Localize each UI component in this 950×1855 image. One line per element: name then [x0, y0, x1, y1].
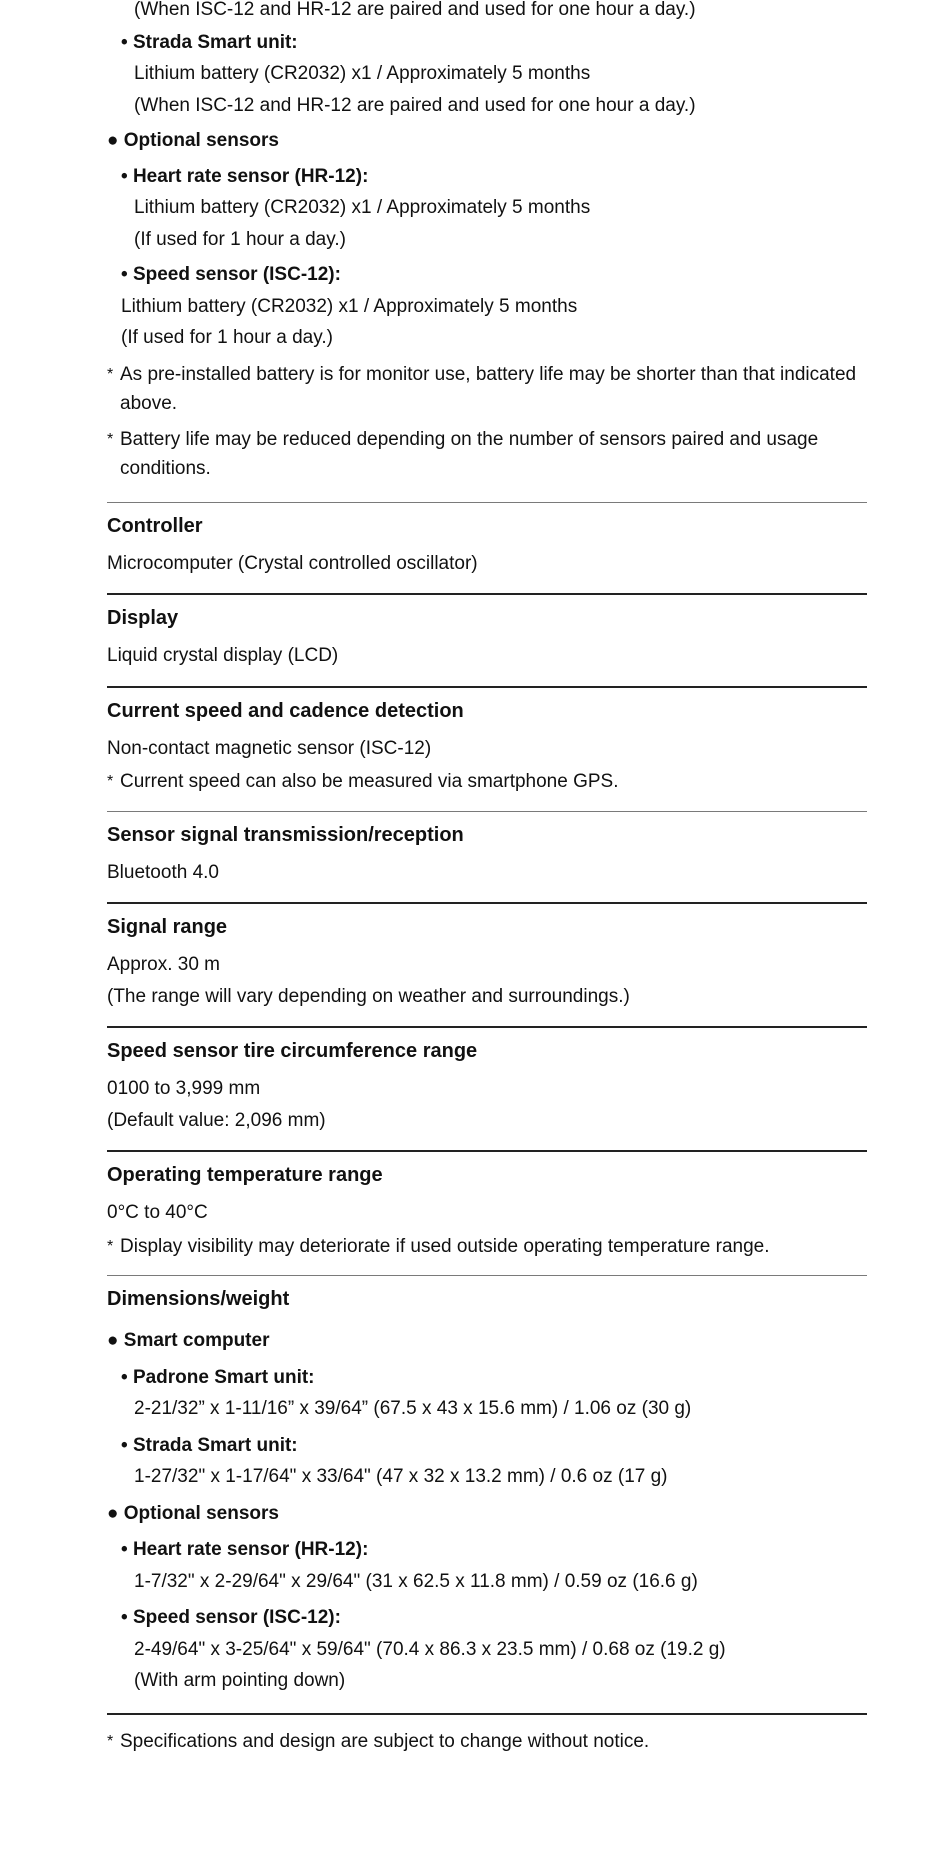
- text-line: (If used for 1 hour a day.): [134, 228, 346, 250]
- footnote: [107, 360, 867, 419]
- footnote-text: Current speed can also be measured via smartphone GPS.: [120, 771, 619, 792]
- bullet-item-optional: [107, 125, 867, 157]
- asterisk: *: [107, 773, 114, 790]
- bullet-item-strada: [107, 27, 867, 59]
- footnote: [107, 767, 867, 797]
- section-value: Microcomputer (Crystal controlled oscillator): [107, 552, 478, 574]
- section-value: Approx. 30 m: [107, 954, 220, 975]
- bullet-glyph: •: [121, 1434, 128, 1456]
- bullet-glyph: ●: [107, 130, 119, 151]
- section-value: Non-contact magnetic sensor (ISC-12): [107, 737, 432, 759]
- text-line: Lithium battery (CR2032) x1 / Approximately 5 months: [134, 63, 591, 84]
- footnote-text: Specifications and design are subject to change without notice.: [120, 1730, 650, 1752]
- section-value: Liquid crystal display (LCD): [107, 645, 339, 666]
- section-value: 0°C to 40°C: [107, 1202, 208, 1223]
- item-label: Heart rate sensor (HR-12):: [132, 165, 369, 187]
- item-label: Optional sensors: [123, 1502, 279, 1524]
- section-speed-cadence: [107, 688, 867, 811]
- bullet-item-smart: [107, 1325, 867, 1357]
- spec-page: [107, 0, 867, 1756]
- footnote: [107, 425, 867, 484]
- text-line: 2-49/64" x 3-25/64" x 59/64" (70.4 x 86.3 x 23.5 mm) / 0.68 oz (19.2 g): [134, 1638, 726, 1660]
- footnote: [107, 1232, 867, 1262]
- section-title: Signal range: [107, 916, 228, 938]
- item-label: Strada Smart unit:: [132, 31, 298, 53]
- footnote-text: Battery life may be reduced depending on the number of sensors paired and usage conditions.: [120, 428, 819, 479]
- asterisk: *: [107, 365, 114, 383]
- section-transmission: [107, 812, 867, 903]
- text-line: (When ISC-12 and HR-12 are paired and used for one hour a day.): [134, 94, 696, 116]
- section-value: (Default value: 2,096 mm): [107, 1109, 326, 1131]
- item-label: Speed sensor (ISC-12):: [132, 1607, 341, 1628]
- section-controller: [107, 503, 867, 594]
- item-label: Padrone Smart unit:: [132, 1366, 315, 1388]
- section-title: Sensor signal transmission/reception: [107, 823, 464, 846]
- bullet-glyph: ●: [107, 1330, 119, 1351]
- bullet-item-hr: [107, 1534, 867, 1566]
- battery-block: [107, 0, 867, 484]
- text-line: 1-27/32" x 1-17/64" x 33/64" (47 x 32 x 13.2 mm) / 0.6 oz (17 g): [134, 1466, 668, 1487]
- text-line: 1-7/32" x 2-29/64" x 29/64" (31 x 62.5 x 11.8 mm) / 0.59 oz (16.6 g): [134, 1570, 698, 1592]
- bullet-glyph: •: [121, 165, 128, 187]
- section-title: Operating temperature range: [107, 1164, 383, 1186]
- section-signal-range: [107, 904, 867, 1026]
- bullet-glyph: ●: [107, 1502, 119, 1524]
- bullet-item-optional: [107, 1498, 867, 1530]
- bullet-item-speed: [107, 259, 867, 291]
- divider: [107, 1713, 867, 1715]
- item-label: Smart computer: [123, 1330, 270, 1351]
- section-value: 0100 to 3,999 mm: [107, 1078, 261, 1099]
- text-line: 2-21/32” x 1-11/16” x 39/64” (67.5 x 43 x 15.6 mm) / 1.06 oz (30 g): [134, 1398, 692, 1419]
- asterisk: *: [107, 1732, 114, 1750]
- text-line: (When ISC-12 and HR-12 are paired and used for one hour a day.): [134, 0, 696, 20]
- item-label: Speed sensor (ISC-12):: [132, 264, 341, 285]
- section-title: Dimensions/weight: [107, 1288, 290, 1310]
- section-value: Bluetooth 4.0: [107, 861, 219, 883]
- section-temperature: [107, 1152, 867, 1275]
- text-line: Lithium battery (CR2032) x1 / Approximately 5 months: [121, 295, 578, 317]
- section-value: (The range will vary depending on weather and surroundings.): [107, 985, 630, 1007]
- footer-note: [107, 1727, 867, 1757]
- bullet-glyph: •: [121, 1607, 128, 1628]
- bullet-item-strada: [107, 1430, 867, 1462]
- section-title: Display: [107, 607, 179, 629]
- section-title: Speed sensor tire circumference range: [107, 1040, 478, 1062]
- text-line: (With arm pointing down): [134, 1670, 346, 1691]
- bullet-glyph: •: [121, 31, 128, 53]
- bullet-glyph: •: [121, 264, 128, 285]
- asterisk: *: [107, 430, 114, 448]
- bullet-glyph: •: [121, 1539, 128, 1560]
- section-tire-circumference: [107, 1028, 867, 1150]
- bullet-item-hr: [107, 161, 867, 193]
- bullet-item-padrone: [107, 1362, 867, 1394]
- item-label: Strada Smart unit:: [132, 1434, 298, 1456]
- item-label: Heart rate sensor (HR-12):: [132, 1539, 369, 1560]
- text-line: Lithium battery (CR2032) x1 / Approximately 5 months: [134, 197, 591, 218]
- footnote-text: As pre-installed battery is for monitor use, battery life may be shorter than that indicated above.: [120, 363, 857, 414]
- bullet-glyph: •: [121, 1366, 128, 1388]
- section-display: [107, 595, 867, 686]
- text-line: (If used for 1 hour a day.): [121, 327, 333, 348]
- section-title: Current speed and cadence detection: [107, 699, 464, 722]
- section-title: Controller: [107, 514, 203, 537]
- section-dimensions: [107, 1276, 867, 1713]
- footnote-text: Display visibility may deteriorate if used outside operating temperature range.: [120, 1235, 770, 1257]
- item-label: Optional sensors: [123, 130, 279, 151]
- bullet-item-speed: [107, 1602, 867, 1634]
- asterisk: *: [107, 1237, 114, 1255]
